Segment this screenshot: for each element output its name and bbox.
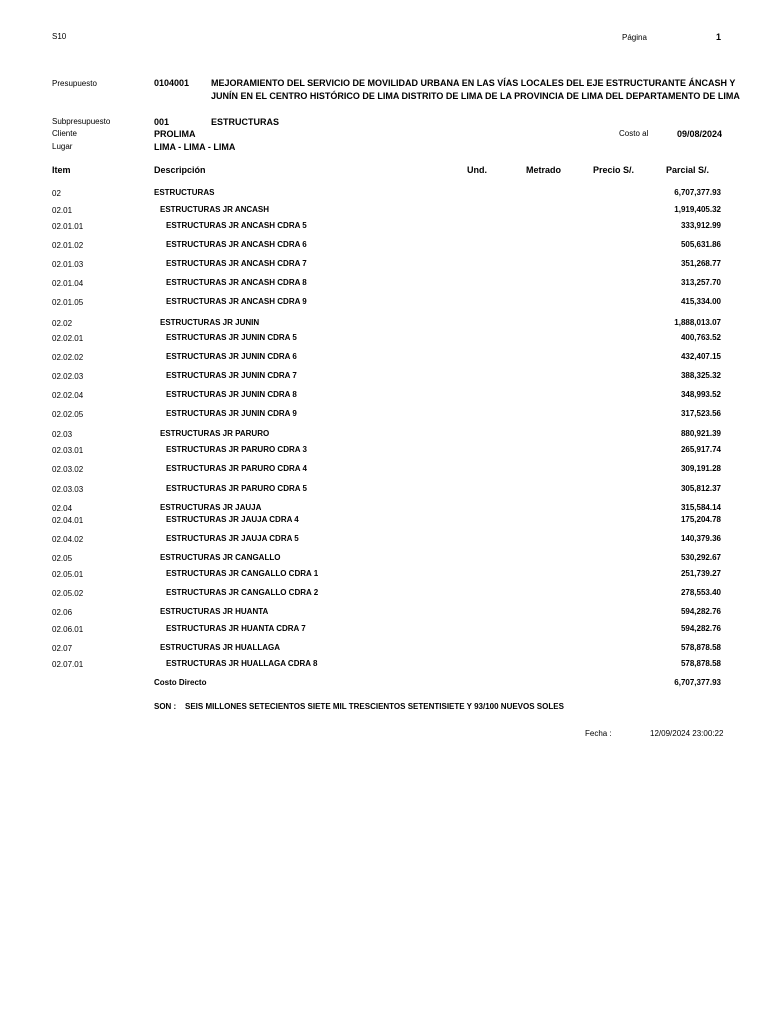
row-item-code: 02.02.02 xyxy=(52,353,84,362)
row-parcial: 388,325.32 xyxy=(680,371,721,380)
row-parcial: 140,379.36 xyxy=(680,534,721,543)
row-item-code: 02.02.04 xyxy=(52,391,84,400)
row-item-code: 02.03.01 xyxy=(52,446,84,455)
row-description: ESTRUCTURAS JR JUNIN xyxy=(160,318,260,327)
row-parcial: 415,334.00 xyxy=(680,297,721,306)
fecha-label: Fecha : xyxy=(585,729,612,738)
row-description: ESTRUCTURAS JR CANGALLO xyxy=(160,553,281,562)
row-item-code: 02.01.02 xyxy=(52,241,84,250)
row-parcial: 594,282.76 xyxy=(680,607,721,616)
row-parcial: 348,993.52 xyxy=(680,390,721,399)
row-parcial: 400,763.52 xyxy=(680,333,721,342)
row-item-code: 02.02.05 xyxy=(52,410,84,419)
row-item-code: 02.02 xyxy=(52,319,73,328)
row-item-code: 02.03.03 xyxy=(52,485,84,494)
row-description: ESTRUCTURAS JR HUANTA CDRA 7 xyxy=(166,624,306,633)
fecha-value: 12/09/2024 23:00:22 xyxy=(650,729,724,738)
son-text: SEIS MILLONES SETECIENTOS SIETE MIL TRESCIENTOS SETENTISIETE Y 93/100 NUEVOS SOLES xyxy=(185,702,564,711)
column-header-und: Und. xyxy=(467,165,487,175)
presupuesto-label: Presupuesto xyxy=(52,79,97,88)
row-description: ESTRUCTURAS JR HUANTA xyxy=(160,607,269,616)
column-header-metrado: Metrado xyxy=(526,165,562,175)
row-description: ESTRUCTURAS JR JUNIN CDRA 7 xyxy=(166,371,297,380)
row-description: ESTRUCTURAS JR ANCASH CDRA 5 xyxy=(166,221,307,230)
row-item-code: 02.04 xyxy=(52,504,73,513)
row-description: ESTRUCTURAS JR HUALLAGA CDRA 8 xyxy=(166,659,318,668)
row-description: ESTRUCTURAS JR JUNIN CDRA 9 xyxy=(166,409,297,418)
row-parcial: 313,257.70 xyxy=(680,278,721,287)
column-header-parcial: Parcial S/. xyxy=(666,165,710,175)
row-parcial: 251,739.27 xyxy=(680,569,721,578)
row-description: ESTRUCTURAS xyxy=(154,188,215,197)
lugar-label: Lugar xyxy=(52,142,73,151)
row-description: ESTRUCTURAS JR PARURO CDRA 4 xyxy=(166,464,307,473)
row-parcial: 278,553.40 xyxy=(680,588,721,597)
page-label: Página xyxy=(622,33,647,42)
row-parcial: 315,584.14 xyxy=(680,503,721,512)
subpresupuesto-code: 001 xyxy=(154,117,170,127)
row-item-code: 02.06.01 xyxy=(52,625,84,634)
costo-directo-label: Costo Directo xyxy=(154,678,207,687)
row-description: ESTRUCTURAS JR PARURO xyxy=(160,429,270,438)
cliente-value: PROLIMA xyxy=(154,129,196,139)
subpresupuesto-label: Subpresupuesto xyxy=(52,117,111,126)
row-item-code: 02.04.01 xyxy=(52,516,84,525)
row-description: ESTRUCTURAS JR ANCASH CDRA 7 xyxy=(166,259,307,268)
presupuesto-title-line2: JUNÍN EN EL CENTRO HISTÓRICO DE LIMA DISTRITO DE LIMA DE LA PROVINCIA DE LIMA DEL DEPARTAMENTO DE LIMA xyxy=(211,91,740,101)
row-description: ESTRUCTURAS JR JUNIN CDRA 5 xyxy=(166,333,297,342)
row-item-code: 02.01.04 xyxy=(52,279,84,288)
row-parcial: 1,888,013.07 xyxy=(674,318,721,327)
presupuesto-title-line1: MEJORAMIENTO DEL SERVICIO DE MOVILIDAD URBANA EN LAS VÍAS LOCALES DEL EJE ESTRUCTURANTE ÁNCASH Y xyxy=(211,78,736,88)
row-description: ESTRUCTURAS JR JAUJA CDRA 5 xyxy=(166,534,299,543)
row-parcial: 351,268.77 xyxy=(680,259,721,268)
costo-date: 09/08/2024 xyxy=(677,129,723,139)
row-item-code: 02.04.02 xyxy=(52,535,84,544)
presupuesto-code: 0104001 xyxy=(154,78,190,88)
row-item-code: 02.02.03 xyxy=(52,372,84,381)
row-parcial: 578,878.58 xyxy=(680,643,721,652)
row-parcial: 594,282.76 xyxy=(680,624,721,633)
subpresupuesto-name: ESTRUCTURAS xyxy=(211,117,280,127)
costo-directo-value: 6,707,377.93 xyxy=(674,678,721,687)
row-parcial: 6,707,377.93 xyxy=(674,188,721,197)
row-description: ESTRUCTURAS JR JUNIN CDRA 8 xyxy=(166,390,297,399)
column-header-item: Item xyxy=(52,165,71,175)
row-parcial: 880,921.39 xyxy=(680,429,721,438)
column-header-descripcion: Descripción xyxy=(154,165,206,175)
row-parcial: 317,523.56 xyxy=(680,409,721,418)
row-parcial: 333,912.99 xyxy=(680,221,721,230)
row-description: ESTRUCTURAS JR JUNIN CDRA 6 xyxy=(166,352,297,361)
row-item-code: 02.03 xyxy=(52,430,73,439)
row-parcial: 175,204.78 xyxy=(680,515,721,524)
row-item-code: 02.07.01 xyxy=(52,660,84,669)
row-parcial: 1,919,405.32 xyxy=(674,205,721,214)
row-parcial: 530,292.67 xyxy=(680,553,721,562)
row-description: ESTRUCTURAS JR ANCASH xyxy=(160,205,270,214)
row-description: ESTRUCTURAS JR CANGALLO CDRA 2 xyxy=(166,588,319,597)
report-code: S10 xyxy=(52,32,67,41)
row-description: ESTRUCTURAS JR JAUJA xyxy=(160,503,262,512)
row-parcial: 309,191.28 xyxy=(680,464,721,473)
costo-label: Costo al xyxy=(619,129,649,138)
row-description: ESTRUCTURAS JR JAUJA CDRA 4 xyxy=(166,515,299,524)
row-item-code: 02 xyxy=(52,189,61,198)
row-item-code: 02.03.02 xyxy=(52,465,84,474)
column-header-precio: Precio S/. xyxy=(593,165,635,175)
page-number: 1 xyxy=(716,32,722,42)
row-item-code: 02.01 xyxy=(52,206,73,215)
lugar-value: LIMA - LIMA - LIMA xyxy=(154,142,236,152)
row-parcial: 578,878.58 xyxy=(680,659,721,668)
row-description: ESTRUCTURAS JR ANCASH CDRA 8 xyxy=(166,278,307,287)
row-item-code: 02.07 xyxy=(52,644,73,653)
row-description: ESTRUCTURAS JR PARURO CDRA 5 xyxy=(166,484,307,493)
row-parcial: 505,631.86 xyxy=(680,240,721,249)
row-description: ESTRUCTURAS JR ANCASH CDRA 6 xyxy=(166,240,307,249)
row-item-code: 02.06 xyxy=(52,608,73,617)
row-item-code: 02.05 xyxy=(52,554,73,563)
row-parcial: 432,407.15 xyxy=(680,352,721,361)
row-item-code: 02.05.02 xyxy=(52,589,84,598)
row-item-code: 02.02.01 xyxy=(52,334,84,343)
row-item-code: 02.01.05 xyxy=(52,298,84,307)
cliente-label: Cliente xyxy=(52,129,77,138)
son-label: SON : xyxy=(154,702,177,711)
row-item-code: 02.01.01 xyxy=(52,222,84,231)
row-description: ESTRUCTURAS JR CANGALLO CDRA 1 xyxy=(166,569,319,578)
row-parcial: 305,812.37 xyxy=(680,484,721,493)
row-description: ESTRUCTURAS JR HUALLAGA xyxy=(160,643,280,652)
row-description: ESTRUCTURAS JR PARURO CDRA 3 xyxy=(166,445,307,454)
row-description: ESTRUCTURAS JR ANCASH CDRA 9 xyxy=(166,297,307,306)
row-item-code: 02.05.01 xyxy=(52,570,84,579)
row-parcial: 265,917.74 xyxy=(680,445,721,454)
row-item-code: 02.01.03 xyxy=(52,260,84,269)
